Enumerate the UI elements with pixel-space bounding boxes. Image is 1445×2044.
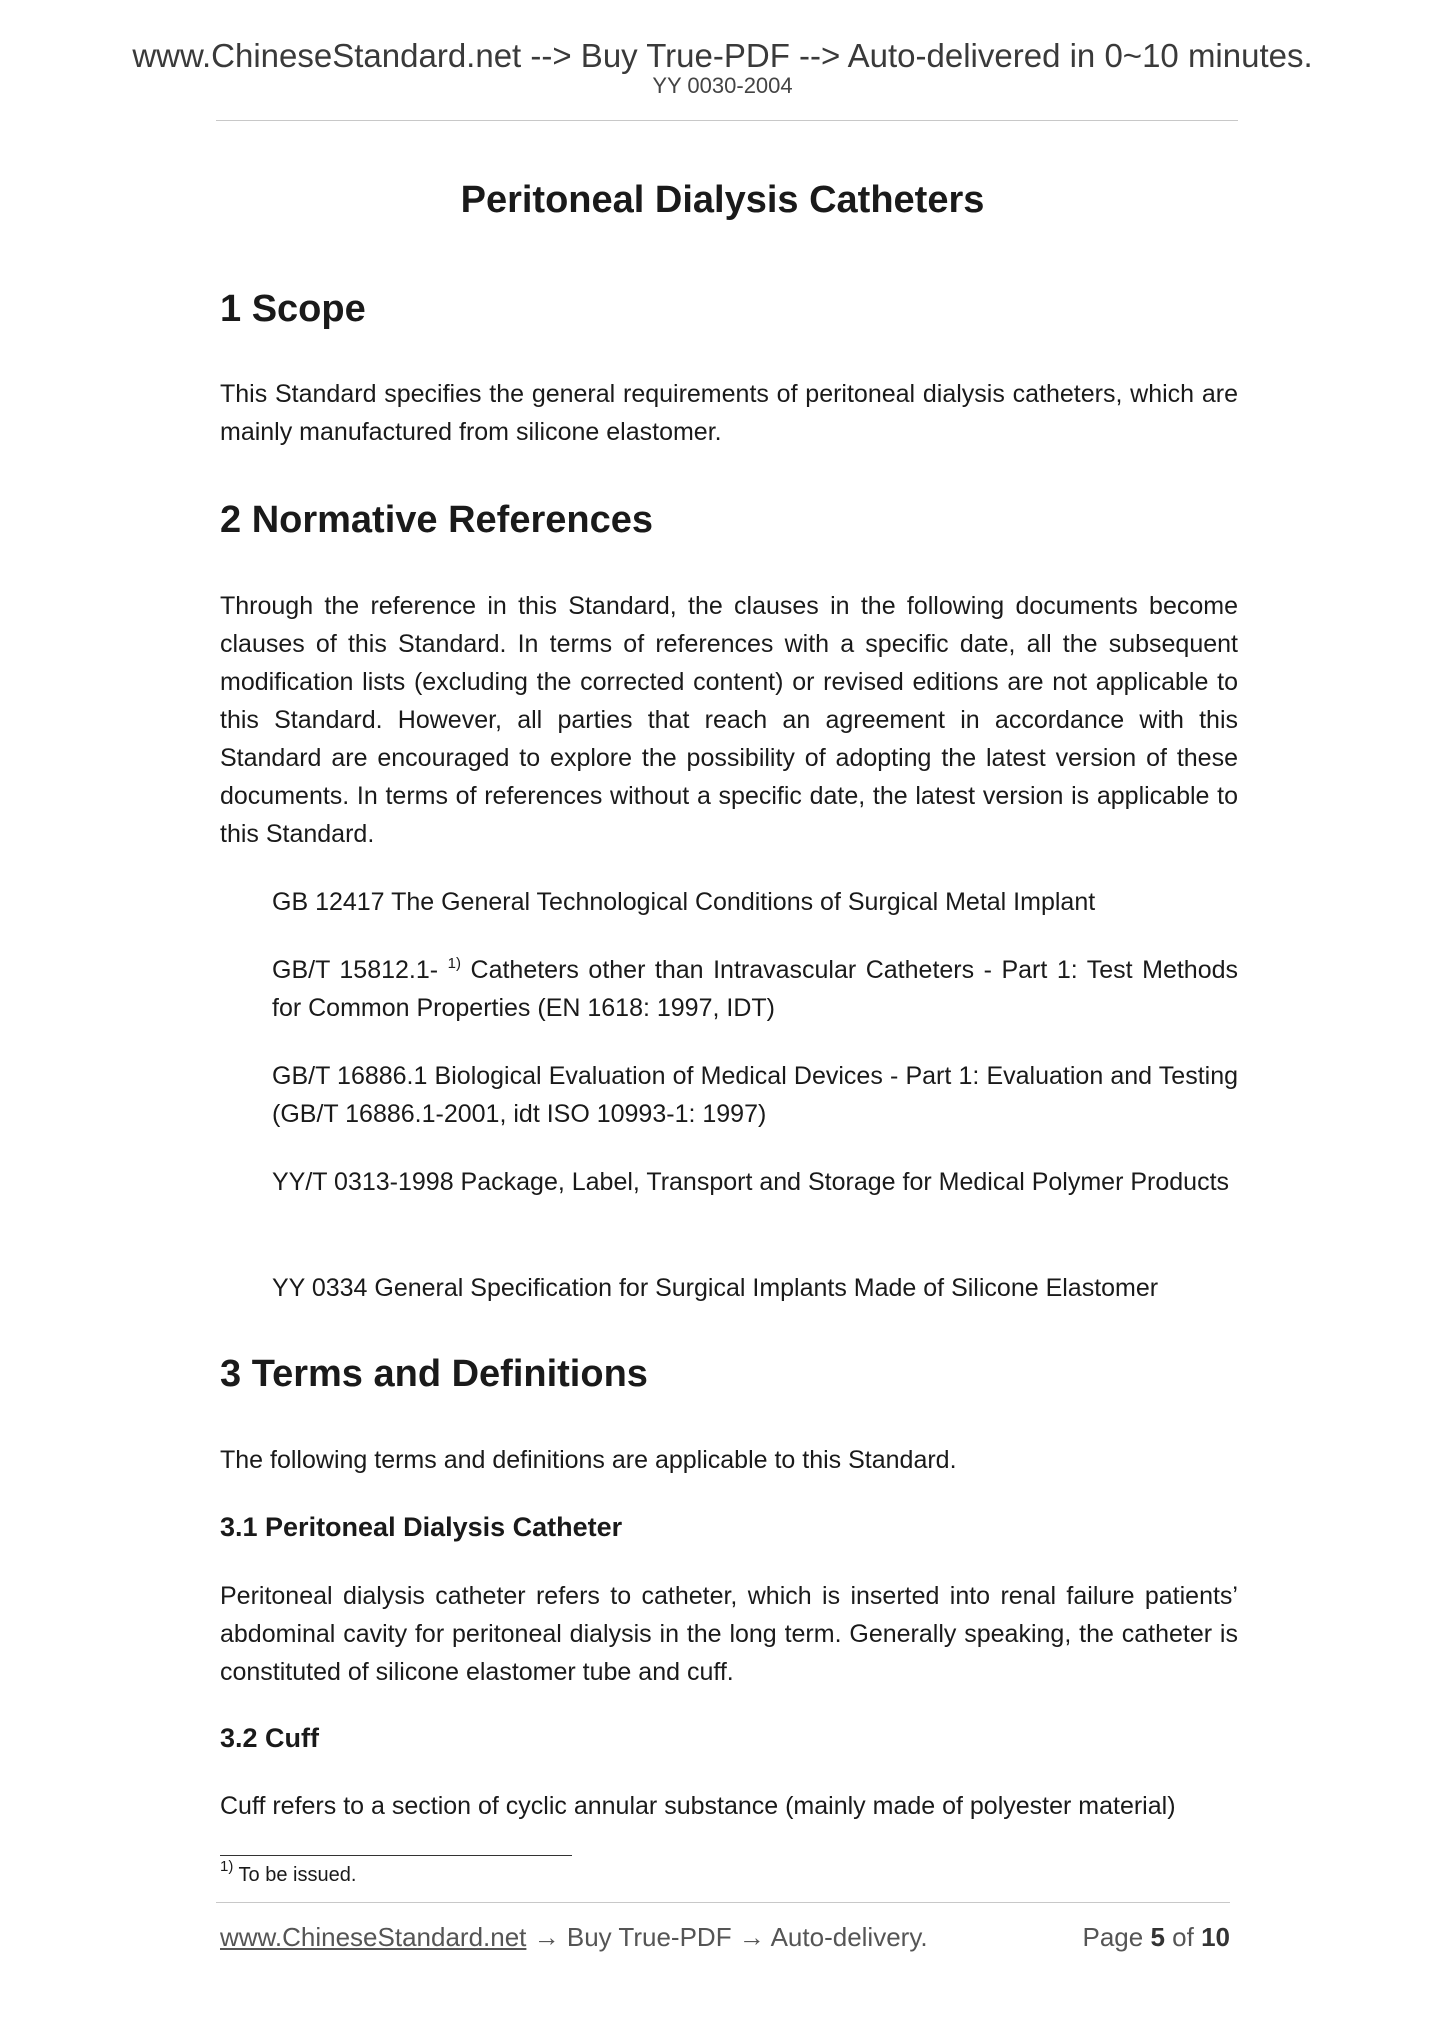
section-normative-heading: 2 Normative References — [220, 499, 653, 541]
reference-item: YY/T 0313-1998 Package, Label, Transport and Storage for Medical Polymer Products — [272, 1168, 1230, 1196]
footnote-ref: 1) — [447, 955, 461, 972]
subsection-heading: 3.2 Cuff — [220, 1723, 320, 1753]
subsection-text: Cuff refers to a section of cyclic annular substance (mainly made of polyester material) — [220, 1792, 1176, 1820]
page-number — [1082, 1920, 1230, 1954]
subsection-heading: 3.1 Peritoneal Dialysis Catheter — [220, 1512, 623, 1542]
of-label: of — [1172, 1922, 1194, 1952]
section-terms-heading: 3 Terms and Definitions — [220, 1353, 648, 1395]
page-total: 10 — [1201, 1922, 1230, 1952]
footnote-mark: 1) — [220, 1858, 234, 1875]
footnote-divider — [220, 1855, 572, 1856]
page-current: 5 — [1150, 1922, 1165, 1952]
reference-item: GB/T 16886.1 Biological Evaluation of Medical Devices - Part 1: Evaluation and Testing (GB/T 16886.1-2001, idt ISO 10993-1: 1997) — [272, 1062, 1238, 1128]
document-code: YY 0030-2004 — [652, 73, 793, 98]
section-scope-heading: 1 Scope — [220, 288, 366, 330]
footer-tagline: → Buy True-PDF → Auto-delivery. — [533, 1922, 928, 1952]
section-normative-text: Through the reference in this Standard, the clauses in the following documents become clauses of this Standard. In terms of references with a specific date, all the subsequent modification lists (excluding the corrected content) or revised editions are not applicable to this Standard. However, all parties that reach an agreement in accordance with this Standard are encouraged to explore the possibility of adopting the latest version of these documents. In terms of references without a specific date, the latest version is applicable to this Standard. — [220, 592, 1238, 848]
subsection-text: Peritoneal dialysis catheter refers to catheter, which is inserted into renal failure patients’ abdominal cavity for peritoneal dialysis in the long term. Generally speaking, the catheter is constituted of silicone elastomer tube and cuff. — [220, 1582, 1238, 1686]
header-divider — [216, 120, 1238, 121]
page-label: Page — [1082, 1922, 1144, 1952]
section-terms-intro: The following terms and definitions are applicable to this Standard. — [220, 1446, 957, 1474]
header-banner: www.ChineseStandard.net --> Buy True-PDF --> Auto-delivered in 0~10 minutes. — [132, 37, 1313, 74]
reference-item: GB 12417 The General Technological Conditions of Surgical Metal Implant — [272, 888, 1096, 916]
footer-divider — [216, 1902, 1230, 1903]
reference-title: Catheters other than Intravascular Catheters - Part 1: Test Methods for Common Properties (EN 1618: 1997, IDT) — [272, 956, 1239, 1022]
reference-item: YY 0334 General Specification for Surgical Implants Made of Silicone Elastomer — [272, 1274, 1159, 1302]
footnote-text: To be issued. — [238, 1864, 357, 1886]
reference-item — [272, 951, 1238, 1027]
footnote — [220, 1858, 357, 1888]
footer-site-link[interactable]: www.ChineseStandard.net — [220, 1922, 527, 1952]
section-scope-text: This Standard specifies the general requirements of peritoneal dialysis catheters, which are mainly manufactured from silicone elastomer. — [220, 380, 1238, 446]
reference-code: GB/T 15812.1- — [272, 956, 439, 984]
page-title: Peritoneal Dialysis Catheters — [460, 179, 985, 221]
